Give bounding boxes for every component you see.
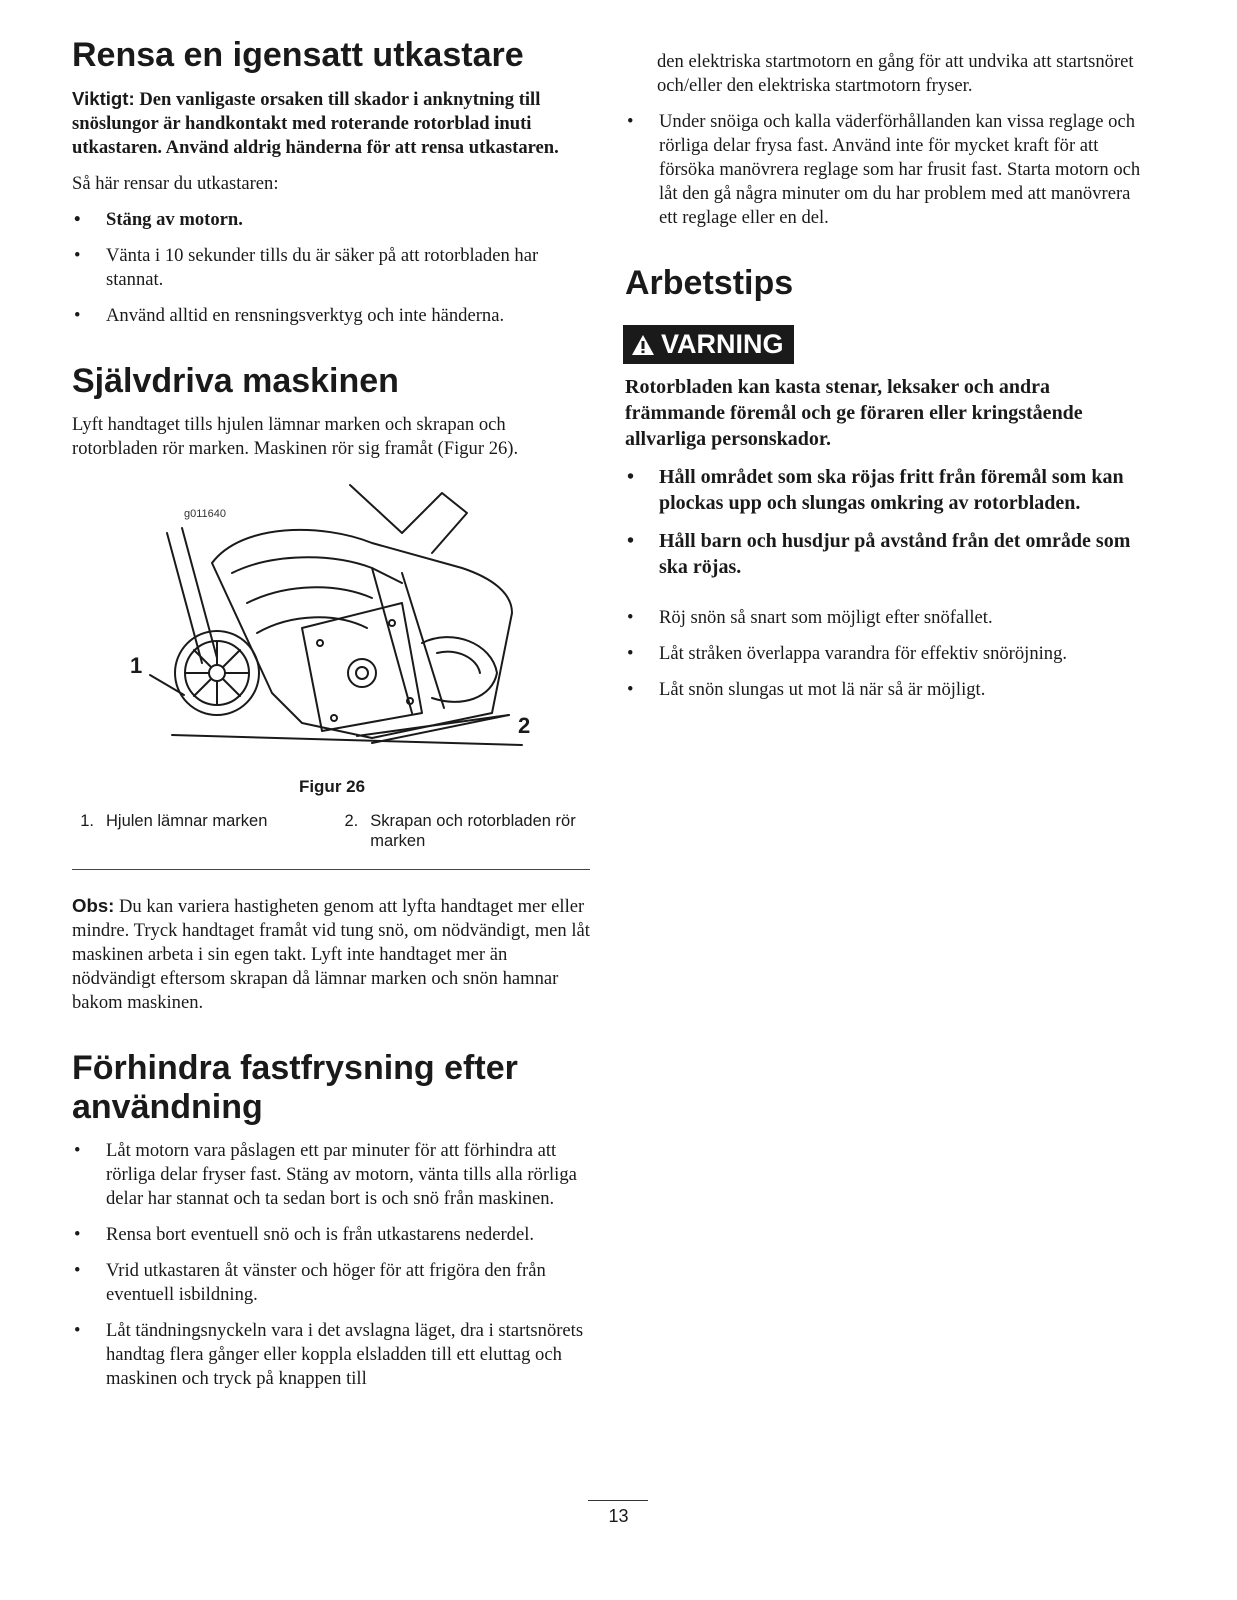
legend-item-1 [72, 811, 340, 851]
heading-prevent-freezing: Förhindra fastfrysning efter användning [72, 1049, 518, 1126]
figure-caption: Figur 26 [298, 777, 366, 796]
list-item: • Vänta i 10 sekunder tills du är säker på att rotorbladen har stannat. [72, 244, 592, 292]
tips-list [625, 606, 1145, 702]
callout-2: 2 [518, 713, 531, 738]
clear-chute-list [72, 208, 592, 328]
list-item: • Låt tändningsnyckeln vara i det avslagna läget, dra i startsnörets handtag flera gånger eller koppla elsladden till ett eluttag och maskinen och tryck på knappen till [72, 1319, 592, 1391]
speed-note [72, 894, 592, 1015]
note-text: Du kan variera hastigheten genom att lyfta handtaget mer eller mindre. Tryck handtaget framåt vid tung snö, om nödvändigt, men låt maskinen arbeta i sin egen takt. Lyft inte handtaget mer än nödvändigt eftersom skrapan då lämnar marken och snön hamnar bakom maskinen. [72, 896, 590, 1013]
list-item: • Röj snön så snart som möjligt efter snöfallet. [625, 606, 1145, 630]
continuation-text: den elektriska startmotorn en gång för att undvika att startsnöret och/eller den elektriska startmotorn fryser. [657, 51, 1134, 96]
list-item: • Låt motorn vara påslagen ett par minuter för att förhindra att rörliga delar fryser fast. Stäng av motorn, vänta tills alla rörliga delar har stannat och ta sedan bort is och snö från maskinen. [72, 1139, 592, 1211]
list-item: • Vrid utkastaren åt vänster och höger för att frigöra den från eventuell isbildning. [72, 1259, 592, 1307]
continuation-list [625, 110, 1145, 230]
list-item: • Låt stråken överlappa varandra för effektiv snöröjning. [625, 642, 1145, 666]
warning-list [625, 464, 1145, 580]
legend-num: 2. [344, 812, 359, 830]
figure-legend [72, 811, 590, 870]
important-label: Viktigt: [72, 88, 135, 109]
list-item: • Låt snön slungas ut mot lä när så är möjligt. [625, 678, 1145, 702]
warning-triangle-icon [631, 334, 655, 356]
clear-chute-intro: Så här rensar du utkastaren: [72, 173, 279, 194]
warning-text: Rotorbladen kan kasta stenar, leksaker och andra främmande föremål och ge föraren eller kringstående allvarliga personskador. [625, 376, 1083, 450]
list-item: • Stäng av motorn. [72, 208, 592, 232]
right-column [625, 50, 1145, 714]
self-propel-text: Lyft handtaget tills hjulen lämnar marken och skrapan och rotorbladen rör marken. Maskinen rör sig framåt (Figur 26). [72, 414, 519, 459]
note-label: Obs: [72, 895, 115, 916]
snowblower-illustration [72, 473, 592, 773]
heading-self-propel: Självdriva maskinen [72, 362, 399, 400]
warning-badge [623, 325, 794, 364]
list-item: • Under snöiga och kalla väderförhållanden kan vissa reglage och rörliga delar frysa fast. Använd inte för mycket kraft för att försöka manövrera reglage som har frusit fast. Starta motorn och låt den gå några minuter om du har problem med att manövrera ett reglage eller en del. [625, 110, 1145, 230]
callout-1: 1 [130, 653, 143, 678]
list-item: • Använd alltid en rensningsverktyg och inte händerna. [72, 304, 592, 328]
figure-code: g011640 [184, 508, 227, 520]
prevent-freezing-list [72, 1139, 592, 1391]
legend-text: Hjulen lämnar marken [106, 812, 268, 830]
heading-clear-chute: Rensa en igensatt utkastare [72, 36, 524, 74]
page-number: 13 [608, 1506, 629, 1526]
legend-item-2 [340, 811, 590, 851]
legend-text: Skrapan och rotorbladen rör marken [370, 812, 576, 850]
heading-work-tips: Arbetstips [625, 264, 794, 302]
important-text: Den vanligaste orsaken till skador i anknytning till snöslungor är handkontakt med roterande rotorblad inuti utkastaren. Använd aldrig händerna för att rensa utkastaren. [72, 89, 559, 158]
page-number-rule [588, 1500, 648, 1501]
list-item: • Rensa bort eventuell snö och is från utkastarens nederdel. [72, 1223, 592, 1247]
figure-26 [72, 473, 592, 773]
important-note [72, 87, 592, 160]
left-column [72, 36, 592, 1403]
list-item: • Håll barn och husdjur på avstånd från det område som ska röjas. [625, 528, 1145, 580]
legend-num: 1. [80, 812, 94, 830]
warning-label: VARNING [661, 329, 784, 359]
list-item: • Håll området som ska röjas fritt från föremål som kan plockas upp och slungas omkring av rotorbladen. [625, 464, 1145, 516]
